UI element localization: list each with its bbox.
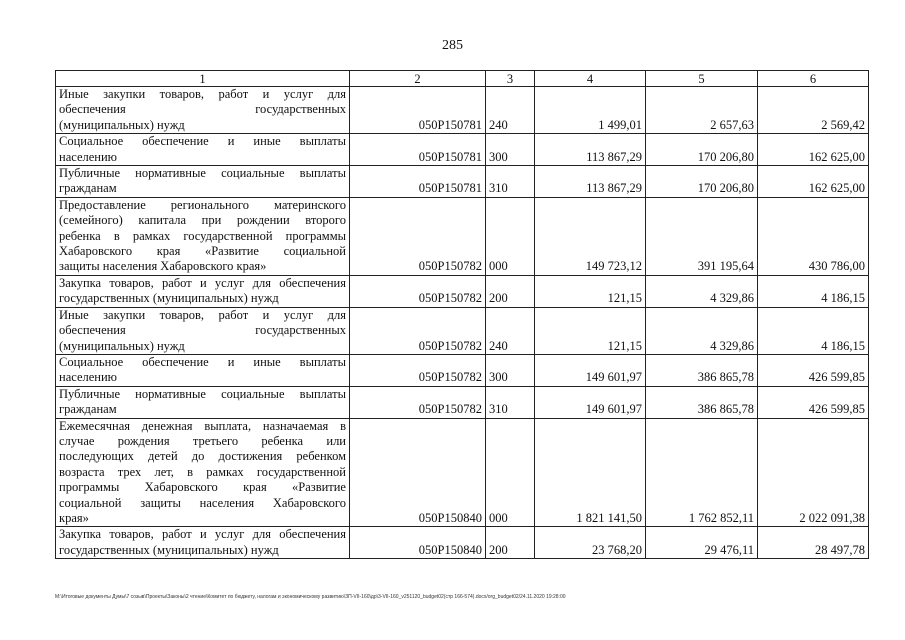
row-code: 050P150782 (350, 275, 486, 307)
row-name (56, 134, 350, 166)
row-value-col4: 121,15 (535, 275, 646, 307)
page-number: 285 (442, 38, 463, 53)
row-value-col5: 4 329,86 (646, 307, 758, 354)
row-name-line: края» (59, 510, 89, 525)
row-name-line: (семейного) капитала при рождении второго (59, 213, 346, 228)
row-value-col5: 4 329,86 (646, 275, 758, 307)
row-value-col4: 1 499,01 (535, 87, 646, 134)
row-expense-type: 200 (486, 275, 535, 307)
row-name-line: программы Хабаровского края «Развитие (59, 480, 346, 495)
row-name (56, 307, 350, 354)
row-value-col6: 2 569,42 (758, 87, 869, 134)
row-value-col6: 2 022 091,38 (758, 418, 869, 527)
table-row (56, 354, 869, 386)
row-name-line: возраста трех лет, в рамках государственной (59, 464, 346, 479)
row-value-col4: 23 768,20 (535, 527, 646, 559)
footer-file-path: M:\Итоговые документы Думы\7 созыв\Проекты\Законы\2 чтение\Комитет по бюджету, налогам и экономическому развитию\ЗП-VII-160\др\3-VII-160_v251120_budget02(стр 166-574).docx/org_budget02/24.11.2020 19:28:00 (55, 594, 566, 600)
column-header-5: 5 (646, 71, 758, 87)
row-value-col5: 1 762 852,11 (646, 418, 758, 527)
row-value-col6: 162 625,00 (758, 134, 869, 166)
row-name-line: Публичные нормативные социальные выплаты (59, 166, 346, 181)
row-name-line: Закупка товаров, работ и услуг для обеспечения (59, 527, 346, 542)
row-name-line: социальной защиты населения Хабаровского (59, 495, 346, 510)
table-row (56, 166, 869, 198)
table-row (56, 275, 869, 307)
row-name-line: случае рождения третьего ребенка или (59, 433, 346, 448)
column-header-2: 2 (350, 71, 486, 87)
column-header-3: 3 (486, 71, 535, 87)
row-code: 050P150782 (350, 307, 486, 354)
column-header-1: 1 (56, 71, 350, 87)
row-code: 050P150840 (350, 527, 486, 559)
row-value-col4: 149 601,97 (535, 386, 646, 418)
row-name-line: государственных (муниципальных) нужд (59, 542, 279, 557)
row-code: 050P150782 (350, 354, 486, 386)
row-code: 050P150840 (350, 418, 486, 527)
row-name-line: гражданам (59, 402, 117, 417)
row-value-col6: 426 599,85 (758, 354, 869, 386)
row-code: 050P150781 (350, 166, 486, 198)
row-name-line: Публичные нормативные социальные выплаты (59, 386, 346, 401)
row-name (56, 354, 350, 386)
row-expense-type: 310 (486, 386, 535, 418)
row-name (56, 275, 350, 307)
row-name (56, 87, 350, 134)
row-name (56, 197, 350, 275)
row-name-line: защиты населения Хабаровского края» (59, 259, 267, 274)
row-name-line: Социальное обеспечение и иные выплаты (59, 134, 346, 149)
row-expense-type: 310 (486, 166, 535, 198)
row-name-line: Ежемесячная денежная выплата, назначаемая в (59, 418, 346, 433)
row-name-line: Иные закупки товаров, работ и услуг для (59, 307, 346, 322)
row-name-line: Закупка товаров, работ и услуг для обеспечения (59, 275, 346, 290)
row-value-col5: 386 865,78 (646, 386, 758, 418)
row-expense-type: 240 (486, 307, 535, 354)
row-name-line: населению (59, 370, 117, 385)
row-value-col5: 170 206,80 (646, 166, 758, 198)
row-expense-type: 200 (486, 527, 535, 559)
row-code: 050P150781 (350, 87, 486, 134)
row-name-line: (муниципальных) нужд (59, 338, 185, 353)
table-row (56, 87, 869, 134)
row-name-line: ребенка в рамках государственной программы (59, 228, 346, 243)
table-row (56, 134, 869, 166)
header-row (56, 71, 869, 87)
row-value-col5: 2 657,63 (646, 87, 758, 134)
row-value-col4: 113 867,29 (535, 134, 646, 166)
row-name-line: населению (59, 149, 117, 164)
row-value-col6: 426 599,85 (758, 386, 869, 418)
row-code: 050P150782 (350, 386, 486, 418)
row-value-col5: 391 195,64 (646, 197, 758, 275)
row-value-col5: 170 206,80 (646, 134, 758, 166)
row-expense-type: 300 (486, 354, 535, 386)
row-value-col4: 121,15 (535, 307, 646, 354)
row-name-line: Хабаровского края «Развитие социальной (59, 244, 346, 259)
row-value-col5: 386 865,78 (646, 354, 758, 386)
row-code: 050P150781 (350, 134, 486, 166)
row-value-col4: 113 867,29 (535, 166, 646, 198)
row-value-col4: 149 601,97 (535, 354, 646, 386)
row-value-col4: 149 723,12 (535, 197, 646, 275)
row-name-line: Социальное обеспечение и иные выплаты (59, 354, 346, 369)
row-expense-type: 000 (486, 418, 535, 527)
row-name-line: обеспечения государственных (59, 102, 346, 117)
table-row (56, 418, 869, 527)
row-code: 050P150782 (350, 197, 486, 275)
row-value-col6: 430 786,00 (758, 197, 869, 275)
row-value-col6: 4 186,15 (758, 307, 869, 354)
row-name-line: Предоставление регионального материнского (59, 197, 346, 212)
row-value-col6: 4 186,15 (758, 275, 869, 307)
row-name-line: Иные закупки товаров, работ и услуг для (59, 87, 346, 101)
table-row (56, 197, 869, 275)
budget-table (55, 70, 869, 559)
row-expense-type: 000 (486, 197, 535, 275)
row-name-line: гражданам (59, 181, 117, 196)
table-row (56, 307, 869, 354)
row-value-col4: 1 821 141,50 (535, 418, 646, 527)
row-expense-type: 300 (486, 134, 535, 166)
row-name (56, 418, 350, 527)
row-value-col6: 28 497,78 (758, 527, 869, 559)
row-name-line: последующих детей до достижения ребенком (59, 449, 346, 464)
column-header-6: 6 (758, 71, 869, 87)
row-value-col5: 29 476,11 (646, 527, 758, 559)
row-expense-type: 240 (486, 87, 535, 134)
row-value-col6: 162 625,00 (758, 166, 869, 198)
row-name-line: государственных (муниципальных) нужд (59, 291, 279, 306)
table-body (56, 87, 869, 559)
table-row (56, 386, 869, 418)
table-row (56, 527, 869, 559)
row-name (56, 527, 350, 559)
row-name-line: (муниципальных) нужд (59, 117, 185, 132)
row-name (56, 166, 350, 198)
row-name (56, 386, 350, 418)
column-header-4: 4 (535, 71, 646, 87)
row-name-line: обеспечения государственных (59, 323, 346, 338)
